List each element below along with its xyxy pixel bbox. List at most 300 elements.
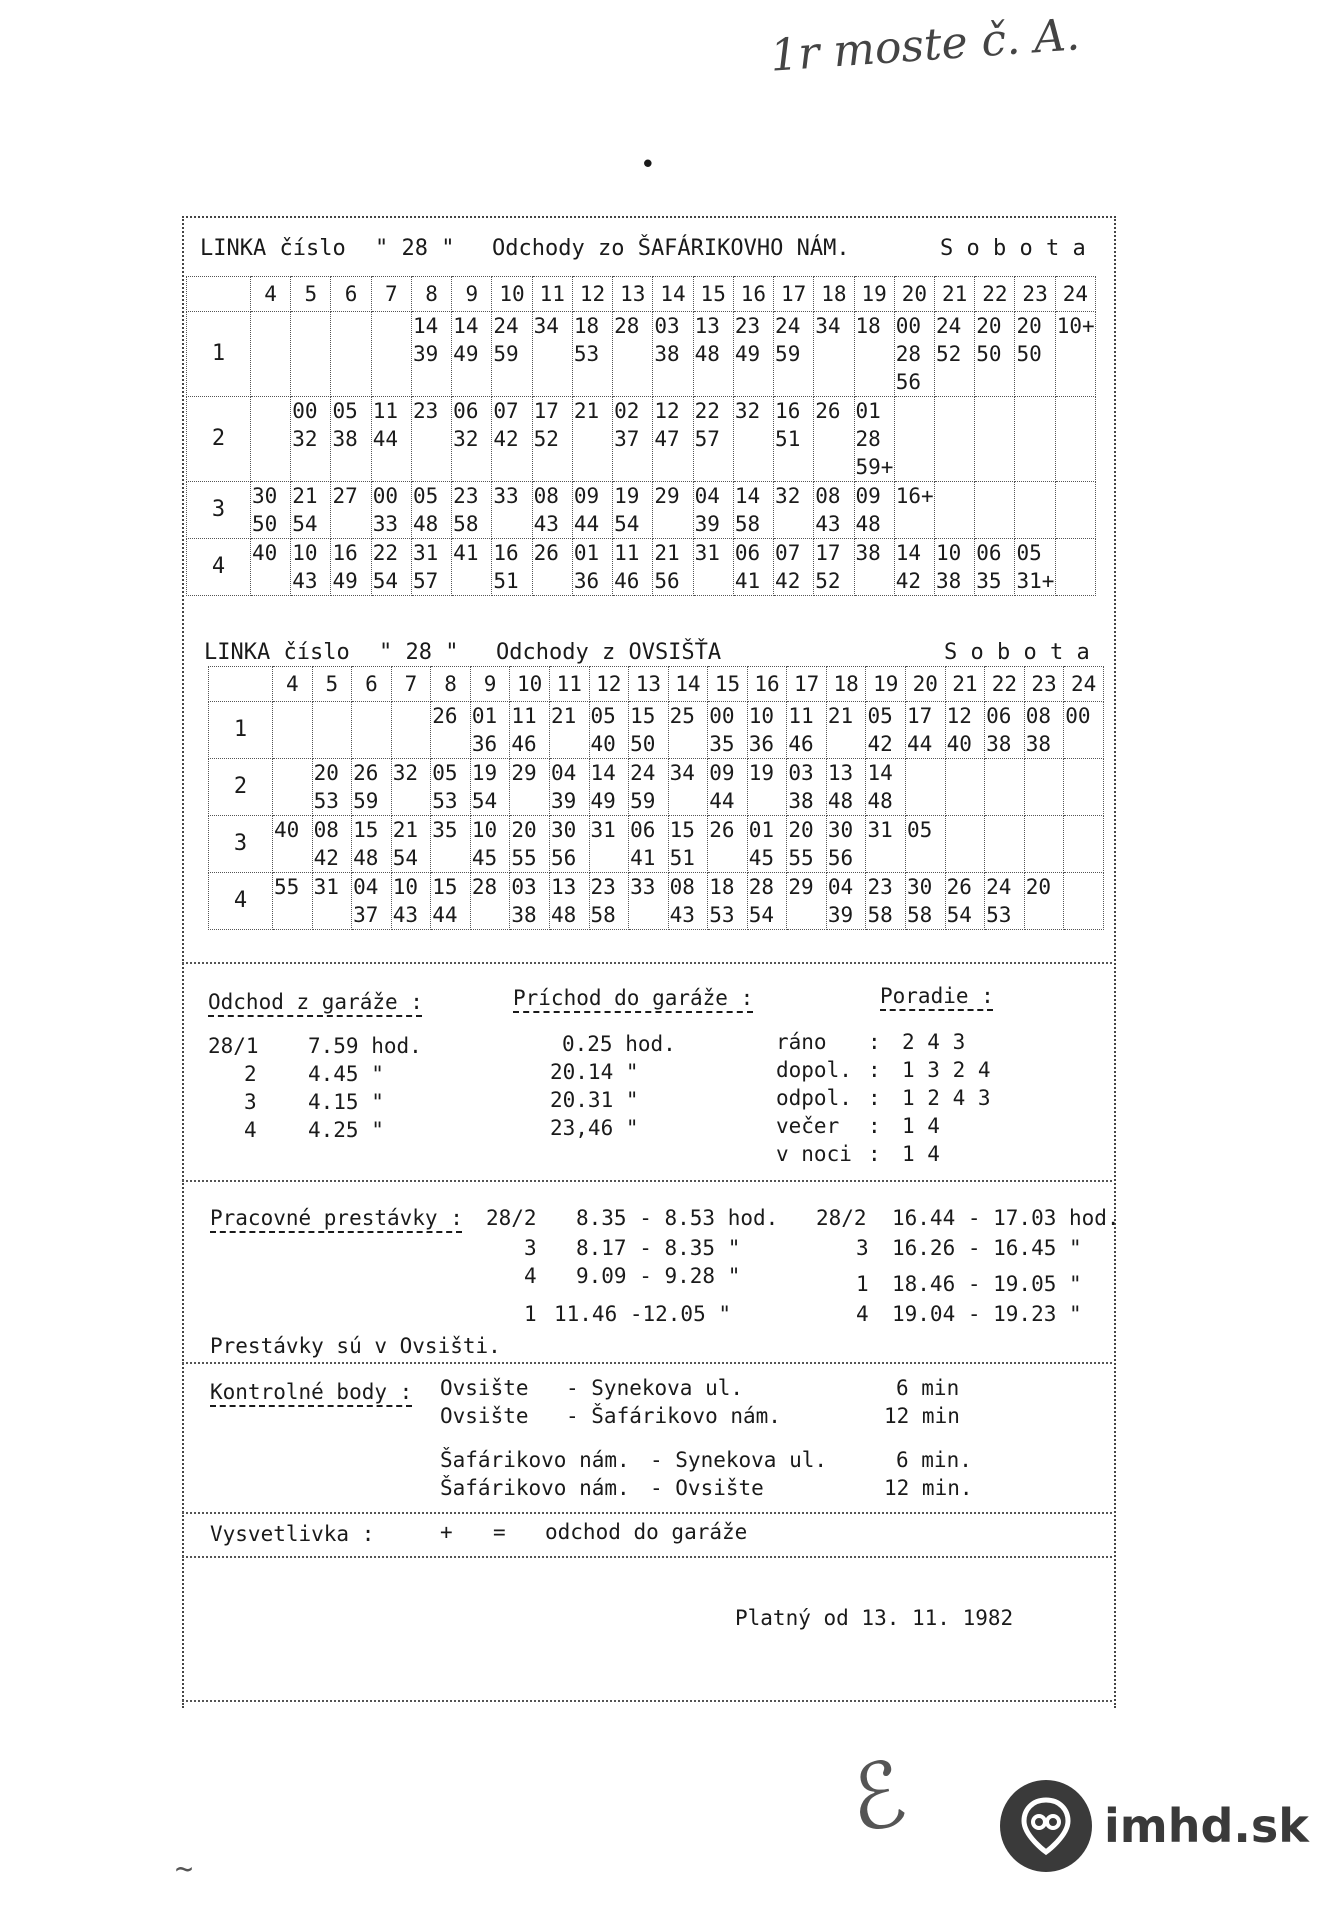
departure-minutes [312, 702, 352, 759]
departure-minutes: 00 35 [708, 702, 748, 759]
order-sequence: 1 4 [902, 1114, 940, 1138]
departure-minutes [934, 397, 974, 482]
hour-header: 14 [668, 667, 708, 702]
departure-minutes: 09 44 [708, 759, 748, 816]
departure-minutes: 04 39 [549, 759, 589, 816]
order-sequence: 1 4 [902, 1142, 940, 1166]
order-colon: : [868, 1030, 881, 1054]
departure-minutes: 12 40 [945, 702, 985, 759]
departure-minutes: 26 54 [945, 873, 985, 930]
vehicle-row [187, 397, 1096, 482]
departure-minutes [945, 816, 985, 873]
break-time: 9.09 - 9.28 " [576, 1264, 741, 1288]
departure-minutes: 23 [411, 397, 451, 482]
departure-minutes: 06 32 [452, 397, 492, 482]
departure-minutes: 32 [391, 759, 431, 816]
poradie-title: Poradie : [880, 984, 994, 1008]
departure-minutes: 03 38 [510, 873, 550, 930]
break-vehicle: 28/2 [486, 1206, 537, 1230]
vehicle-row [209, 816, 1104, 873]
departure-minutes: 26 59 [352, 759, 392, 816]
departure-minutes: 08 43 [532, 482, 572, 539]
section2-day: S o b o t a [944, 640, 1090, 665]
departure-minutes: 19 [747, 759, 787, 816]
departure-minutes: 13 48 [826, 759, 866, 816]
departure-minutes [251, 397, 291, 482]
departure-minutes: 21 [826, 702, 866, 759]
hour-header: 12 [572, 277, 612, 312]
departure-minutes: 01 45 [747, 816, 787, 873]
vehicle-number: 1 [187, 312, 251, 397]
departure-minutes: 34 [814, 312, 854, 397]
departure-minutes: 04 37 [352, 873, 392, 930]
departure-minutes: 15 48 [352, 816, 392, 873]
control-to: - Šafárikovo nám. [566, 1404, 781, 1428]
hour-header: 23 [1015, 277, 1055, 312]
control-to: - Ovsište [650, 1476, 764, 1500]
hour-header: 6 [352, 667, 392, 702]
departure-minutes: 10 36 [747, 702, 787, 759]
departure-minutes: 38 [854, 539, 894, 596]
hour-header: 15 [693, 277, 733, 312]
order-colon: : [868, 1086, 881, 1110]
hour-header: 10 [510, 667, 550, 702]
departure-minutes: 31 [589, 816, 629, 873]
location-pin-icon [1000, 1780, 1092, 1872]
section1-number: " 28 " [375, 236, 455, 261]
hour-header: 18 [826, 667, 866, 702]
order-colon: : [868, 1114, 881, 1138]
departure-minutes: 34 [532, 312, 572, 397]
departure-minutes: 11 44 [371, 397, 411, 482]
break-vehicle: 3 [856, 1236, 869, 1260]
departure-minutes [985, 816, 1025, 873]
departure-minutes: 10 43 [391, 873, 431, 930]
break-vehicle: 1 [856, 1272, 869, 1296]
hour-header: 9 [452, 277, 492, 312]
hour-header: 23 [1024, 667, 1064, 702]
departure-minutes: 24 52 [934, 312, 974, 397]
departure-minutes: 25 [668, 702, 708, 759]
control-minutes: 6 min [896, 1376, 960, 1400]
hour-header: 22 [975, 277, 1015, 312]
departure-minutes: 33 [492, 482, 532, 539]
garage-departure-time: 4.15 " [308, 1090, 384, 1114]
departure-minutes: 23 58 [589, 873, 629, 930]
garage-departure-vehicle: 4 [244, 1118, 257, 1142]
garage-arrival-time: 0.25 hod. [562, 1032, 676, 1056]
hour-header: 7 [391, 667, 431, 702]
order-sequence: 2 4 3 [902, 1030, 966, 1054]
legend-symbol: + [440, 1520, 453, 1544]
vehicle-row [187, 539, 1096, 596]
vehicle-number: 2 [209, 759, 273, 816]
departure-minutes: 04 39 [693, 482, 733, 539]
vehicle-row [187, 482, 1096, 539]
departure-minutes [975, 397, 1015, 482]
vehicle-row [209, 702, 1104, 759]
brand-name: imhd.sk [1104, 1799, 1309, 1853]
vehicle-number: 3 [187, 482, 251, 539]
vehicle-row [209, 873, 1104, 930]
section2-timetable [208, 666, 1104, 930]
departure-minutes: 03 38 [653, 312, 693, 397]
hour-header: 8 [431, 667, 471, 702]
order-sequence: 1 3 2 4 [902, 1058, 991, 1082]
hour-header: 21 [945, 667, 985, 702]
legend-title: Vysvetlivka : [210, 1522, 375, 1546]
vehicle-number: 1 [209, 702, 273, 759]
departure-minutes: 16+ [894, 482, 934, 539]
departure-minutes: 00 28 56 [894, 312, 934, 397]
departure-minutes: 05 42 [866, 702, 906, 759]
departure-minutes: 40 [273, 816, 313, 873]
departure-minutes: 06 35 [975, 539, 1015, 596]
departure-minutes: 07 42 [492, 397, 532, 482]
section1-day: S o b o t a [940, 236, 1086, 261]
departure-minutes [1015, 397, 1055, 482]
departure-minutes [273, 702, 313, 759]
departure-minutes: 18 [854, 312, 894, 397]
order-colon: : [868, 1058, 881, 1082]
departure-minutes: 11 46 [787, 702, 827, 759]
departure-minutes: 14 49 [589, 759, 629, 816]
order-period: dopol. [776, 1058, 852, 1082]
departure-minutes: 21 54 [291, 482, 331, 539]
departure-minutes: 18 53 [708, 873, 748, 930]
departure-minutes [251, 312, 291, 397]
section2-direction: Odchody z OVSIŠŤA [496, 640, 722, 665]
departure-minutes: 12 47 [653, 397, 693, 482]
departure-minutes: 14 42 [894, 539, 934, 596]
hour-header: 18 [814, 277, 854, 312]
departure-minutes: 09 44 [572, 482, 612, 539]
departure-minutes: 17 52 [532, 397, 572, 482]
departure-minutes: 04 39 [826, 873, 866, 930]
hour-header: 4 [251, 277, 291, 312]
departure-minutes: 21 [549, 702, 589, 759]
departure-minutes [945, 759, 985, 816]
departure-minutes [371, 312, 411, 397]
section2-number: " 28 " [379, 640, 459, 665]
departure-minutes: 15 44 [431, 873, 471, 930]
departure-minutes: 20 50 [1015, 312, 1055, 397]
garage-departure-vehicle: 28/1 [208, 1034, 259, 1058]
departure-minutes: 16 49 [331, 539, 371, 596]
departure-minutes: 31 [693, 539, 733, 596]
departure-minutes: 29 [787, 873, 827, 930]
vehicle-number: 4 [209, 873, 273, 930]
departure-minutes: 55 [273, 873, 313, 930]
departure-minutes: 35 [431, 816, 471, 873]
departure-minutes: 00 32 [291, 397, 331, 482]
control-minutes: 12 min [884, 1404, 960, 1428]
departure-minutes [391, 702, 431, 759]
departure-minutes: 31 57 [411, 539, 451, 596]
break-vehicle: 4 [524, 1264, 537, 1288]
departure-minutes: 16 51 [492, 539, 532, 596]
departure-minutes: 21 56 [653, 539, 693, 596]
departure-minutes: 13 48 [549, 873, 589, 930]
section1-direction: Odchody zo ŠAFÁRIKOVHO NÁM. [492, 236, 850, 261]
hour-header: 12 [589, 667, 629, 702]
departure-minutes: 05 53 [431, 759, 471, 816]
departure-minutes: 26 [431, 702, 471, 759]
hour-header: 7 [371, 277, 411, 312]
hour-header: 13 [629, 667, 669, 702]
control-from: Šafárikovo nám. [440, 1448, 630, 1472]
departure-minutes: 26 [532, 539, 572, 596]
departure-minutes: 26 [814, 397, 854, 482]
signature: ℰ [839, 1740, 915, 1855]
departure-minutes: 30 56 [826, 816, 866, 873]
departure-minutes: 01 28 59+ [854, 397, 894, 482]
validity-date: Platný od 13. 11. 1982 [735, 1606, 1014, 1630]
departure-minutes: 23 58 [866, 873, 906, 930]
departure-minutes: 20 50 [975, 312, 1015, 397]
departure-minutes: 29 [653, 482, 693, 539]
vehicle-number: 2 [187, 397, 251, 482]
section2-linka: LINKA číslo [204, 640, 350, 665]
order-period: v noci [776, 1142, 852, 1166]
departure-minutes: 24 59 [492, 312, 532, 397]
departure-minutes [1015, 482, 1055, 539]
departure-minutes: 10 45 [470, 816, 510, 873]
departure-minutes [331, 312, 371, 397]
departure-minutes: 13 48 [693, 312, 733, 397]
departure-minutes: 22 54 [371, 539, 411, 596]
handwritten-annotation: 1r moste č. A. [768, 9, 1082, 82]
departure-minutes: 11 46 [613, 539, 653, 596]
departure-minutes: 10 38 [934, 539, 974, 596]
departure-minutes: 11 46 [510, 702, 550, 759]
departure-minutes: 09 48 [854, 482, 894, 539]
departure-minutes: 16 51 [774, 397, 814, 482]
hour-header: 19 [866, 667, 906, 702]
departure-minutes [1064, 816, 1104, 873]
departure-minutes: 05 38 [331, 397, 371, 482]
hour-header: 24 [1064, 667, 1104, 702]
departure-minutes: 24 53 [985, 873, 1025, 930]
departure-minutes: 22 57 [693, 397, 733, 482]
departure-minutes: 06 41 [733, 539, 773, 596]
hour-header: 17 [787, 667, 827, 702]
break-time: 19.04 - 19.23 " [892, 1302, 1082, 1326]
departure-minutes: 32 [733, 397, 773, 482]
departure-minutes: 41 [452, 539, 492, 596]
departure-minutes: 17 44 [906, 702, 946, 759]
break-vehicle: 4 [856, 1302, 869, 1326]
odchod-title: Odchod z garáže : [208, 990, 423, 1014]
departure-minutes: 08 43 [814, 482, 854, 539]
garage-departure-time: 4.45 " [308, 1062, 384, 1086]
departure-minutes: 21 54 [391, 816, 431, 873]
order-period: večer [776, 1114, 840, 1138]
departure-minutes: 07 42 [774, 539, 814, 596]
hour-header: 22 [985, 667, 1025, 702]
departure-minutes: 00 33 [371, 482, 411, 539]
hour-header: 17 [774, 277, 814, 312]
hour-header: 9 [470, 667, 510, 702]
hour-header: 19 [854, 277, 894, 312]
departure-minutes: 01 36 [572, 539, 612, 596]
departure-minutes: 15 51 [668, 816, 708, 873]
hour-header: 24 [1055, 277, 1095, 312]
hour-header: 20 [906, 667, 946, 702]
control-from: Šafárikovo nám. [440, 1476, 630, 1500]
departure-minutes: 08 38 [1024, 702, 1064, 759]
departure-minutes [1024, 816, 1064, 873]
breaks-title: Pracovné prestávky : [210, 1206, 463, 1230]
order-period: odpol. [776, 1086, 852, 1110]
order-sequence: 1 2 4 3 [902, 1086, 991, 1110]
departure-minutes: 24 59 [629, 759, 669, 816]
control-minutes: 12 min. [884, 1476, 973, 1500]
departure-minutes: 01 36 [470, 702, 510, 759]
brand-logo [1000, 1780, 1309, 1872]
departure-minutes: 30 50 [251, 482, 291, 539]
departure-minutes [1055, 482, 1095, 539]
departure-minutes: 05 [906, 816, 946, 873]
hour-header: 4 [273, 667, 313, 702]
vehicle-row [187, 312, 1096, 397]
departure-minutes: 08 42 [312, 816, 352, 873]
departure-minutes: 30 56 [549, 816, 589, 873]
garage-arrival-time: 20.14 " [550, 1060, 639, 1084]
departure-minutes [906, 759, 946, 816]
vehicle-row [209, 759, 1104, 816]
departure-minutes [1064, 759, 1104, 816]
departure-minutes: 32 [774, 482, 814, 539]
break-vehicle: 1 [524, 1302, 537, 1326]
garage-departure-vehicle: 3 [244, 1090, 257, 1114]
departure-minutes: 33 [629, 873, 669, 930]
hour-header: 16 [733, 277, 773, 312]
departure-minutes: 20 55 [510, 816, 550, 873]
hour-header: 13 [613, 277, 653, 312]
hour-header: 10 [492, 277, 532, 312]
garage-arrival-time: 23,46 " [550, 1116, 639, 1140]
departure-minutes: 26 [708, 816, 748, 873]
departure-minutes: 10+ [1055, 312, 1095, 397]
departure-minutes: 28 [470, 873, 510, 930]
departure-minutes: 08 43 [668, 873, 708, 930]
legend-eq: = [493, 1520, 506, 1544]
section1-header [200, 236, 1100, 266]
control-title: Kontrolné body : [210, 1380, 413, 1404]
departure-minutes: 14 49 [452, 312, 492, 397]
departure-minutes [352, 702, 392, 759]
departure-minutes: 06 38 [985, 702, 1025, 759]
break-time: 8.35 - 8.53 hod. [576, 1206, 779, 1230]
hour-header: 20 [894, 277, 934, 312]
departure-minutes: 21 [572, 397, 612, 482]
departure-minutes: 03 38 [787, 759, 827, 816]
departure-minutes: 14 39 [411, 312, 451, 397]
departure-minutes: 28 [613, 312, 653, 397]
departure-minutes: 34 [668, 759, 708, 816]
break-time: 8.17 - 8.35 " [576, 1236, 741, 1260]
departure-minutes [291, 312, 331, 397]
departure-minutes [1055, 539, 1095, 596]
break-vehicle: 28/2 [816, 1206, 867, 1230]
departure-minutes: 17 52 [814, 539, 854, 596]
control-to: - Synekova ul. [650, 1448, 828, 1472]
hour-header: 5 [291, 277, 331, 312]
garage-departure-time: 4.25 " [308, 1118, 384, 1142]
departure-minutes: 02 37 [613, 397, 653, 482]
departure-minutes [1024, 759, 1064, 816]
departure-minutes: 20 [1024, 873, 1064, 930]
break-time: 18.46 - 19.05 " [892, 1272, 1082, 1296]
departure-minutes: 30 58 [906, 873, 946, 930]
control-from: Ovsište [440, 1376, 529, 1400]
departure-minutes: 10 43 [291, 539, 331, 596]
garage-departure-time: 7.59 hod. [308, 1034, 422, 1058]
breaks-location-note: Prestávky sú v Ovsišti. [210, 1334, 501, 1358]
departure-minutes: 05 31+ [1015, 539, 1055, 596]
departure-minutes [985, 759, 1025, 816]
departure-minutes: 40 [251, 539, 291, 596]
departure-minutes: 20 55 [787, 816, 827, 873]
break-time: 16.26 - 16.45 " [892, 1236, 1082, 1260]
departure-minutes: 23 58 [452, 482, 492, 539]
departure-minutes: 31 [866, 816, 906, 873]
break-time: 11.46 -12.05 " [554, 1302, 732, 1326]
hour-header: 14 [653, 277, 693, 312]
control-minutes: 6 min. [896, 1448, 972, 1472]
hour-header: 15 [708, 667, 748, 702]
departure-minutes: 05 40 [589, 702, 629, 759]
hour-header: 11 [532, 277, 572, 312]
departure-minutes: 14 48 [866, 759, 906, 816]
hour-header: 16 [747, 667, 787, 702]
departure-minutes: 24 59 [774, 312, 814, 397]
break-vehicle: 3 [524, 1236, 537, 1260]
section1-linka: LINKA číslo [200, 236, 346, 261]
prichod-title: Príchod do garáže : [513, 986, 754, 1010]
departure-minutes: 00 [1064, 702, 1104, 759]
garage-arrival-time: 20.31 " [550, 1088, 639, 1112]
departure-minutes [894, 397, 934, 482]
hour-header: 6 [331, 277, 371, 312]
departure-minutes: 23 49 [733, 312, 773, 397]
departure-minutes [1055, 397, 1095, 482]
legend-text: odchod do garáže [545, 1520, 748, 1544]
departure-minutes [273, 759, 313, 816]
garage-departure-vehicle: 2 [244, 1062, 257, 1086]
vehicle-number: 3 [209, 816, 273, 873]
departure-minutes [934, 482, 974, 539]
control-to: - Synekova ul. [566, 1376, 744, 1400]
departure-minutes [975, 482, 1015, 539]
vehicle-number: 4 [187, 539, 251, 596]
hour-header: 5 [312, 667, 352, 702]
departure-minutes: 06 41 [629, 816, 669, 873]
departure-minutes: 27 [331, 482, 371, 539]
departure-minutes: 19 54 [470, 759, 510, 816]
departure-minutes: 18 53 [572, 312, 612, 397]
departure-minutes: 29 [510, 759, 550, 816]
control-from: Ovsište [440, 1404, 529, 1428]
order-period: ráno [776, 1030, 827, 1054]
hour-header: 8 [411, 277, 451, 312]
order-colon: : [868, 1142, 881, 1166]
departure-minutes [1064, 873, 1104, 930]
departure-minutes: 31 [312, 873, 352, 930]
departure-minutes: 15 50 [629, 702, 669, 759]
departure-minutes: 14 58 [733, 482, 773, 539]
